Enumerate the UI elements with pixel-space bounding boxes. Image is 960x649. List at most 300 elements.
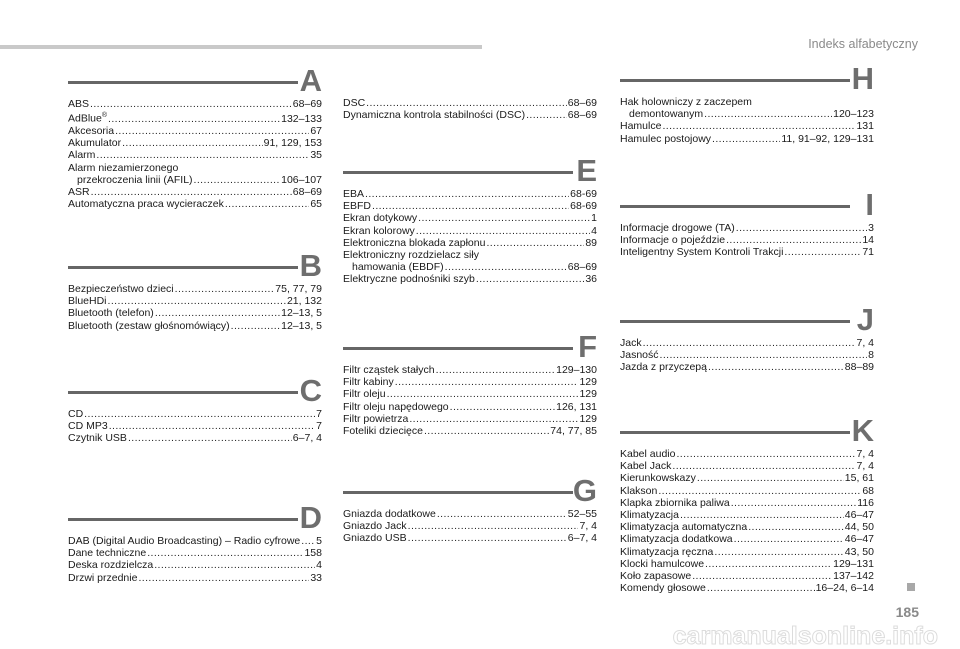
entry-label-text: Akcesoria — [68, 124, 115, 137]
section-letter: J — [856, 302, 874, 337]
entry-pages: 8 — [868, 349, 874, 362]
section-letter: G — [572, 473, 597, 508]
registered-mark: ® — [101, 112, 108, 120]
entry-label-text: Ekran kolorowy — [343, 224, 415, 237]
index-entry — [620, 521, 874, 533]
dot-leader — [707, 582, 815, 594]
entry-label — [620, 558, 704, 570]
index-entry — [343, 388, 597, 400]
entry-list — [343, 508, 597, 545]
dot-leader — [704, 108, 832, 120]
entry-label — [620, 448, 675, 460]
section-e — [343, 153, 597, 286]
entry-label — [620, 460, 671, 472]
entry-label-text: Hamulec postojowy — [620, 132, 712, 145]
entry-label — [343, 109, 525, 121]
entry-pages: 91, 129, 153 — [263, 137, 322, 150]
entry-pages: 131 — [856, 120, 874, 133]
section-letter: F — [578, 329, 597, 364]
section-rule — [68, 391, 298, 394]
section-rule — [620, 320, 850, 323]
entry-label-text: Czytnik USB — [68, 432, 127, 445]
entry-label — [343, 97, 365, 109]
entry-label-text: demontowanym — [629, 108, 704, 121]
index-entry — [620, 472, 874, 484]
dot-leader — [416, 225, 590, 237]
entry-list — [620, 448, 874, 594]
entry-label-text: Filtr kabiny — [343, 376, 394, 389]
dot-leader — [365, 188, 569, 200]
index-entry — [68, 198, 322, 210]
index-entry — [620, 337, 874, 349]
entry-pages: 68-69 — [570, 188, 597, 200]
entry-label-text: Elektroniczna blokada zapłonu — [343, 236, 486, 249]
section-d-continued — [343, 97, 597, 121]
entry-label-text: CD MP3 — [68, 420, 108, 433]
entry-label — [343, 376, 394, 388]
entry-label-text: Dynamiczna kontrola stabilności (DSC) — [343, 109, 526, 122]
dot-leader — [424, 425, 549, 437]
entry-pages: 68–69 — [292, 185, 322, 198]
entry-label-text: Jasność — [620, 349, 659, 362]
entry-pages: 46–47 — [844, 533, 874, 546]
entry-label — [343, 532, 407, 544]
entry-pages: 68–69 — [567, 109, 597, 122]
dot-leader — [748, 521, 844, 533]
entry-label — [68, 547, 146, 559]
entry-label — [620, 234, 725, 246]
index-entry — [620, 533, 874, 545]
entry-label — [68, 110, 107, 125]
section-g — [343, 473, 597, 545]
dot-leader — [672, 460, 855, 472]
entry-pages: 44, 50 — [844, 521, 874, 534]
entry-pages: 129 — [579, 388, 597, 401]
entry-label-text: Klakson — [620, 484, 658, 497]
entry-label-text: Bluetooth (telefon) — [68, 307, 154, 320]
index-entry — [620, 509, 874, 521]
entry-list — [68, 535, 322, 584]
page-marker — [907, 583, 915, 591]
dot-leader — [731, 497, 857, 509]
section-d — [68, 500, 322, 584]
index-entry — [68, 535, 322, 547]
dot-leader — [526, 109, 567, 121]
entry-pages: 7, 4 — [856, 448, 874, 460]
entry-label — [343, 413, 408, 425]
section-letter: K — [851, 413, 874, 448]
entry-pages: 5 — [316, 535, 322, 547]
entry-label-text: Filtr powietrza — [343, 412, 409, 425]
section-rule — [343, 347, 573, 350]
entry-label — [620, 246, 783, 258]
dot-leader — [109, 420, 315, 432]
section-i — [620, 187, 874, 259]
dot-leader — [680, 509, 844, 521]
entry-label — [68, 149, 95, 161]
entry-pages: 35 — [310, 149, 322, 162]
entry-label — [620, 497, 730, 509]
entry-label-text: Klimatyzacja ręczna — [620, 545, 714, 558]
index-entry — [620, 558, 874, 570]
entry-label-text: Inteligentny System Kontroli Trakcji — [620, 246, 784, 259]
dot-leader — [408, 520, 579, 532]
dot-leader — [705, 558, 832, 570]
section-h — [620, 61, 874, 145]
index-entry — [620, 448, 874, 460]
entry-pages: 12–13, 5 — [281, 307, 322, 320]
entry-pages: 7 — [316, 408, 322, 420]
dot-leader — [122, 137, 263, 149]
dot-leader — [697, 472, 844, 484]
index-entry-line: Hak holowniczy z zaczepem — [620, 96, 752, 108]
index-entry — [343, 188, 597, 200]
entry-label — [343, 212, 417, 224]
entry-label-text: Dane techniczne — [68, 547, 147, 560]
section-k — [620, 413, 874, 595]
entry-label-text: Gniazdo USB — [343, 532, 407, 545]
entry-pages: 132–133 — [281, 112, 322, 125]
entry-pages: 43, 50 — [844, 545, 874, 558]
dot-leader — [676, 448, 855, 460]
entry-label — [343, 364, 435, 376]
entry-label — [620, 546, 713, 558]
section-c — [68, 373, 322, 445]
top-bar — [0, 45, 482, 49]
entry-label-text: Bezpieczeństwo dzieci — [68, 283, 174, 295]
section-rule — [68, 81, 298, 84]
entry-pages: 6–7, 4 — [292, 432, 322, 445]
index-entry — [68, 420, 322, 432]
index-entry — [620, 349, 874, 361]
entry-label-text: Kierunkowskazy — [620, 472, 696, 485]
section-letter: D — [299, 500, 322, 535]
dot-leader — [387, 388, 579, 400]
entry-label — [68, 125, 114, 137]
entry-label — [68, 283, 174, 295]
entry-pages: 52–55 — [567, 508, 597, 520]
index-entry — [68, 125, 322, 137]
entry-pages: 4 — [316, 559, 322, 572]
dot-leader — [476, 273, 584, 285]
entry-label — [620, 521, 747, 533]
index-entry — [68, 408, 322, 420]
entry-label-text: ABS — [68, 98, 90, 110]
dot-leader — [692, 570, 832, 582]
section-rule — [68, 518, 298, 521]
entry-list — [620, 222, 874, 259]
entry-label-text: Bluetooth (zestaw głośnomówiący) — [68, 319, 230, 332]
entry-label — [343, 200, 371, 212]
entry-label — [343, 273, 475, 285]
entry-label — [343, 401, 449, 413]
entry-label-text: Gniazdo Jack — [343, 520, 407, 533]
entry-label — [68, 295, 107, 307]
entry-label — [620, 120, 661, 132]
page-title: Indeks alfabetyczny — [808, 37, 918, 51]
section-rule — [620, 79, 850, 82]
entry-label — [620, 485, 657, 497]
entry-label-text: przekroczenia linii (AFIL) — [77, 173, 193, 186]
index-entry — [620, 234, 874, 246]
index-entry — [68, 110, 322, 125]
entry-label-text: DSC — [343, 97, 366, 109]
section-letter: H — [851, 61, 874, 96]
entry-label-text: Automatyczna praca wycieraczek — [68, 198, 224, 211]
section-letter: B — [299, 248, 322, 283]
section-rule — [343, 171, 573, 174]
entry-label — [620, 472, 696, 484]
entry-label-text: Informacje drogowe (TA) — [620, 222, 735, 234]
entry-pages: 6–7, 4 — [567, 532, 597, 545]
entry-pages: 129–131 — [833, 557, 874, 570]
index-entry — [68, 572, 322, 584]
page-number: 185 — [895, 604, 919, 620]
entry-pages: 3 — [868, 222, 874, 234]
dot-leader — [301, 535, 315, 547]
entry-pages: 65 — [310, 198, 322, 211]
entry-label — [343, 388, 386, 400]
section-rule — [620, 431, 850, 434]
entry-pages: 7 — [316, 420, 322, 433]
entry-label — [68, 420, 108, 432]
section-letter: A — [299, 63, 322, 98]
entry-pages: 33 — [310, 571, 322, 584]
entry-label-text: Kabel Jack — [620, 460, 672, 473]
entry-label — [343, 520, 407, 532]
entry-pages: 68–69 — [292, 98, 322, 110]
entry-label-text: Foteliki dziecięce — [343, 425, 423, 438]
index-entry — [620, 497, 874, 509]
dot-leader — [643, 337, 856, 349]
entry-pages: 68-69 — [570, 200, 597, 213]
entry-label — [68, 535, 300, 547]
entry-list — [343, 97, 597, 121]
index-entry — [343, 364, 597, 376]
entry-label — [343, 225, 415, 237]
entry-label — [343, 188, 364, 200]
index-entry — [620, 485, 874, 497]
entry-label-text: DAB (Digital Audio Broadcasting) – Radio cyfrowe — [68, 535, 301, 547]
index-entry — [343, 401, 597, 413]
dot-leader — [84, 408, 315, 420]
entry-label — [68, 198, 224, 210]
entry-pages: 137–142 — [833, 570, 874, 583]
index-entry — [343, 413, 597, 425]
dot-leader — [486, 237, 584, 249]
index-entry — [343, 261, 597, 273]
entry-label-text: Koło zapasowe — [620, 570, 692, 583]
index-entry — [343, 225, 597, 237]
entry-list — [68, 98, 322, 210]
entry-label-text: Filtr oleju napędowego — [343, 400, 449, 413]
entry-label-text: Drzwi przednie — [68, 571, 138, 584]
entry-pages: 129 — [579, 412, 597, 425]
index-entry-line: Alarm niezamierzonego — [68, 161, 179, 174]
entry-label — [68, 432, 127, 444]
dot-leader — [138, 572, 309, 584]
dot-leader — [726, 234, 861, 246]
entry-pages: 15, 61 — [844, 472, 874, 485]
entry-label — [68, 572, 137, 584]
dot-leader — [175, 283, 275, 295]
index-entry — [68, 174, 322, 186]
entry-pages: 129–130 — [556, 364, 597, 376]
entry-pages: 120–123 — [833, 108, 874, 121]
entry-pages: 7, 4 — [579, 520, 597, 533]
entry-label-text: EBFD — [343, 200, 372, 213]
entry-label-text: Filtr oleju — [343, 388, 386, 401]
index-entry — [620, 361, 874, 373]
index-entry — [68, 307, 322, 319]
entry-label-text: Jack — [620, 337, 642, 349]
entry-label — [629, 108, 703, 120]
dot-leader — [147, 547, 303, 559]
entry-list — [343, 188, 597, 286]
entry-pages: 67 — [310, 124, 322, 137]
entry-label-text: Klapka zbiornika paliwa — [620, 496, 730, 509]
dot-leader — [784, 246, 861, 258]
entry-label — [620, 582, 706, 594]
dot-leader — [660, 349, 868, 361]
watermark-text: carmanualsonline.info — [672, 624, 938, 648]
dot-leader — [736, 222, 867, 234]
dot-leader — [128, 432, 292, 444]
entry-pages: 75, 77, 79 — [275, 283, 322, 295]
index-entry — [343, 273, 597, 285]
entry-pages: 71 — [862, 246, 874, 259]
entry-list — [68, 408, 322, 445]
index-entry — [343, 237, 597, 249]
entry-label-text: Jazda z przyczepą — [620, 361, 707, 374]
entry-label-text: AdBlue — [68, 112, 102, 125]
entry-label-text: Klimatyzacja — [620, 509, 679, 522]
entry-label-text: Klimatyzacja automatyczna — [620, 521, 748, 534]
index-entry — [343, 109, 597, 121]
dot-leader — [115, 125, 309, 137]
index-entry — [68, 283, 322, 295]
dot-leader — [418, 212, 590, 224]
index-entry — [343, 212, 597, 224]
index-entry — [620, 133, 874, 145]
entry-pages: 14 — [862, 234, 874, 247]
index-entry — [68, 320, 322, 332]
section-f — [343, 329, 597, 438]
dot-leader — [154, 559, 315, 571]
index-entry — [68, 432, 322, 444]
index-entry — [343, 97, 597, 109]
entry-label-text: Elektryczne podnośniki szyb — [343, 273, 475, 286]
dot-leader — [108, 113, 280, 125]
entry-label-text: Ekran dotykowy — [343, 212, 418, 225]
index-entry — [68, 547, 322, 559]
watermark-logo — [520, 624, 940, 648]
index-entry — [68, 295, 322, 307]
dot-leader — [450, 401, 555, 413]
index-entry — [343, 532, 597, 544]
entry-label-text: EBA — [343, 188, 365, 200]
section-rule — [68, 266, 298, 269]
entry-pages: 16–24, 6–14 — [815, 582, 874, 595]
index-entry — [68, 149, 322, 161]
dot-leader — [708, 361, 844, 373]
entry-pages: 74, 77, 85 — [550, 425, 597, 438]
section-letter: I — [865, 187, 874, 222]
entry-label-text: ASR — [68, 185, 90, 198]
entry-label — [620, 337, 642, 349]
entry-list — [68, 283, 322, 332]
section-a — [68, 63, 322, 211]
dot-leader — [90, 98, 292, 110]
index-entry — [620, 582, 874, 594]
index-entry — [68, 186, 322, 198]
entry-label-text: Gniazda dodatkowe — [343, 508, 436, 520]
entry-label-text: CD — [68, 408, 84, 420]
dot-leader — [366, 97, 567, 109]
entry-list — [620, 337, 874, 374]
index-entry — [620, 546, 874, 558]
index-entry-line: Elektroniczny rozdzielacz siły — [343, 249, 479, 262]
index-entry — [343, 425, 597, 437]
entry-label-text: Alarm — [68, 149, 96, 162]
entry-label — [68, 186, 90, 198]
entry-pages: 158 — [304, 547, 322, 560]
index-entry — [343, 200, 597, 212]
dot-leader — [437, 508, 567, 520]
dot-leader — [194, 174, 281, 186]
index-entry — [620, 108, 874, 120]
entry-pages: 36 — [585, 273, 597, 286]
entry-pages: 68–69 — [567, 97, 597, 109]
section-rule — [620, 205, 850, 208]
entry-pages: 106–107 — [281, 173, 322, 186]
entry-label — [343, 237, 485, 249]
dot-leader — [231, 320, 280, 332]
section-b — [68, 248, 322, 332]
entry-label — [68, 98, 89, 110]
entry-pages: 4 — [591, 224, 597, 237]
entry-pages: 21, 132 — [286, 295, 322, 308]
index-entry — [620, 120, 874, 132]
entry-label-text: hamowania (EBDF) — [352, 261, 444, 274]
entry-label — [343, 425, 423, 437]
entry-pages: 46–47 — [844, 509, 874, 522]
section-j — [620, 302, 874, 374]
entry-label — [620, 133, 711, 145]
entry-label-text: Filtr cząstek stałych — [343, 364, 435, 376]
entry-pages: 7, 4 — [856, 460, 874, 473]
dot-leader — [372, 200, 569, 212]
entry-pages: 89 — [585, 236, 597, 249]
dot-leader — [155, 307, 280, 319]
index-entry — [620, 246, 874, 258]
entry-label — [68, 137, 121, 149]
entry-label-text: Hamulce — [620, 120, 662, 133]
entry-label — [77, 174, 193, 186]
entry-list — [343, 364, 597, 437]
entry-pages: 1 — [591, 212, 597, 225]
entry-label-text: Komendy głosowe — [620, 582, 706, 595]
entry-label — [68, 320, 230, 332]
entry-pages: 11, 91–92, 129–131 — [781, 132, 874, 145]
entry-label — [343, 508, 436, 520]
dot-leader — [225, 198, 309, 210]
entry-label-text: Kabel audio — [620, 448, 676, 460]
dot-leader — [408, 532, 567, 544]
dot-leader — [91, 186, 292, 198]
dot-leader — [662, 120, 855, 132]
entry-pages: 68–69 — [567, 261, 597, 274]
